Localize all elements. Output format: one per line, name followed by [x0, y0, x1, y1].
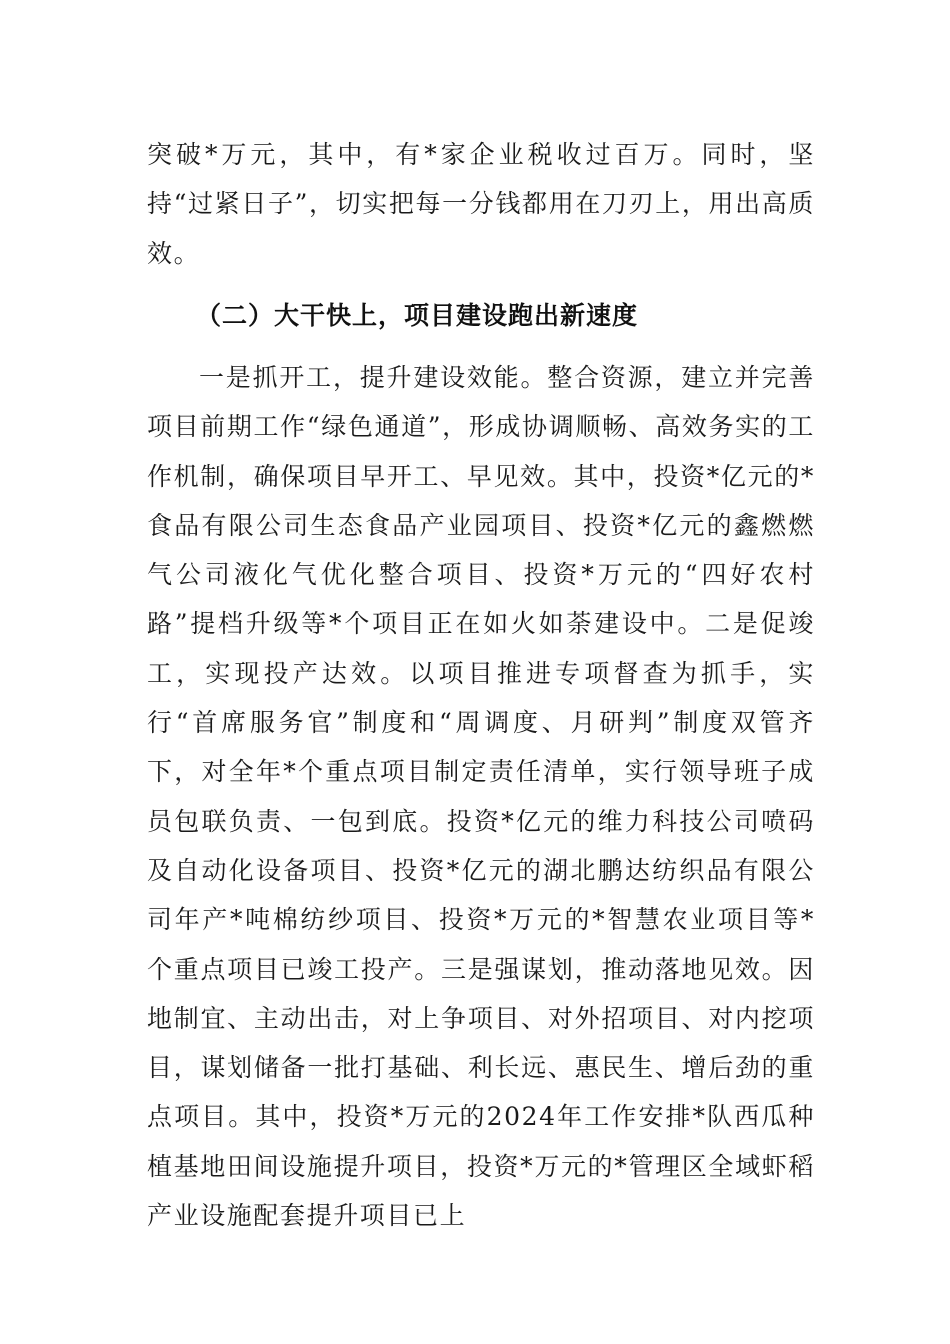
paragraph-main: 一是抓开工，提升建设效能。整合资源，建立并完善项目前期工作“绿色通道”，形成协调顺畅、高效务实的工作机制，确保项目早开工、早见效。其中，投资*亿元的*食品有限公司生态食品产业园项目、投资*亿元的鑫燃燃气公司液化气优化整合项目、投资*万元的“四好农村路”提档升级等*个项目正在如火如荼建设中。二是促竣工，实现投产达效。以项目推进专项督查为抓手，实行“首席服务官”制度和“周调度、月研判”制度双管齐下，对全年*个重点项目制定责任清单，实行领导班子成员包联负责、一包到底。投资*亿元的维力科技公司喷码及自动化设备项目、投资*亿元的湖北鹏达纺织品有限公司年产*吨棉纺纱项目、投资*万元的*智慧农业项目等*个重点项目已竣工投产。三是强谋划，推动落地见效。因地制宜、主动出击，对上争项目、对外招项目、对内挖项目，谋划储备一批打基础、利长远、惠民生、增后劲的重点项目。其中，投资*万元的2024年工作安排*队西瓜种植基地田间设施提升项目，投资*万元的*管理区全域虾稻产业设施配套提升项目已上 [147, 363, 815, 1231]
section-heading: （二）大干快上，项目建设跑出新速度 [196, 301, 639, 330]
paragraph-continued: 突破*万元，其中，有*家企业税收过百万。同时，坚持“过紧日子”，切实把每一分钱都用在刀刃上，用出高质效。 [147, 140, 815, 268]
